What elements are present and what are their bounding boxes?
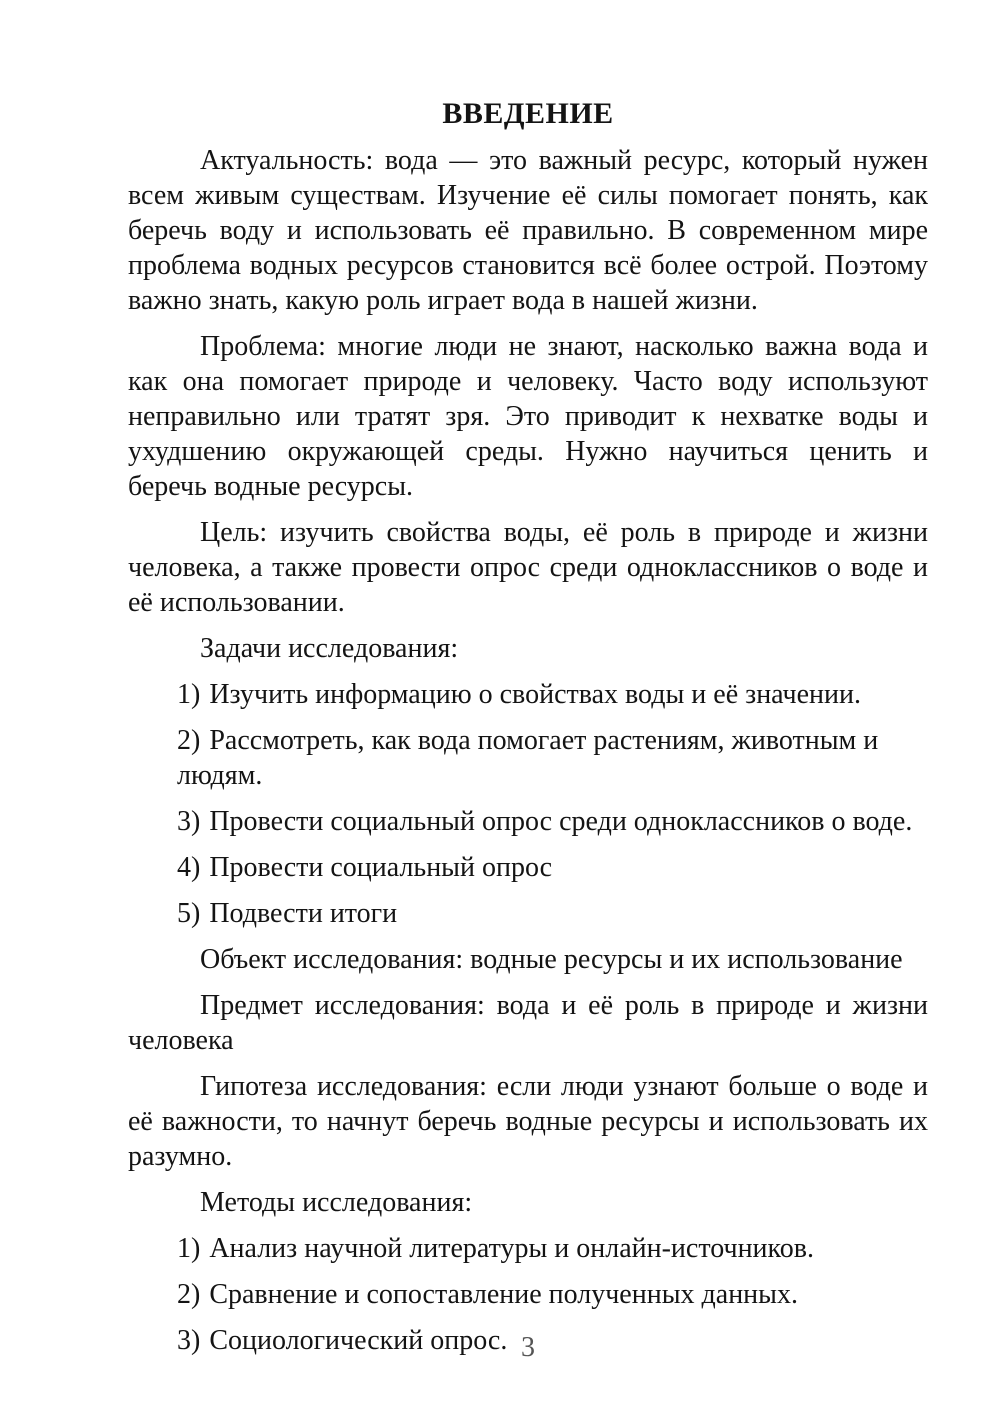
task-item bbox=[177, 677, 928, 712]
task-item-text: Рассмотреть, как вода помогает растениям, животным и людям. bbox=[177, 725, 879, 791]
task-item-text: Подвести итоги bbox=[209, 898, 398, 929]
tasks-heading: Задачи исследования: bbox=[200, 633, 459, 664]
paragraph-relevance: Актуальность: вода — это важный ресурс, который нужен всем живым существам. Изучение её силы помогает понять, как беречь воду и использовать её правильно. В современном мире проблема водных ресурсов становится всё более острой. Поэтому важно знать, какую роль играет вода в нашей жизни. bbox=[128, 145, 928, 316]
task-item-marker: 1) bbox=[177, 679, 201, 710]
task-item-text: Провести социальный опрос bbox=[209, 852, 553, 883]
task-item bbox=[177, 850, 928, 885]
method-item bbox=[177, 1277, 928, 1312]
task-item-marker: 3) bbox=[177, 806, 201, 837]
paragraph-goal: Цель: изучить свойства воды, её роль в природе и жизни человека, а также провести опрос среди одноклассников о воде и её использовании. bbox=[128, 517, 928, 618]
method-item-text: Сравнение и сопоставление полученных данных. bbox=[209, 1279, 798, 1310]
paragraph-subject: Предмет исследования: вода и её роль в природе и жизни человека bbox=[128, 990, 928, 1056]
method-item-marker: 2) bbox=[177, 1279, 201, 1310]
task-item-marker: 4) bbox=[177, 852, 201, 883]
method-item bbox=[177, 1231, 928, 1266]
task-item-text: Провести социальный опрос среди одноклассников о воде. bbox=[209, 806, 913, 837]
method-item-marker: 1) bbox=[177, 1233, 201, 1264]
task-item-marker: 5) bbox=[177, 898, 201, 929]
tasks-list bbox=[128, 677, 928, 931]
paragraph-object: Объект исследования: водные ресурсы и их использование bbox=[200, 944, 903, 975]
task-item bbox=[177, 804, 928, 839]
page-number: 3 bbox=[521, 1332, 535, 1363]
paragraph-problem: Проблема: многие люди не знают, насколько важна вода и как она помогает природе и человеку. Часто воду используют неправильно или тратят зря. Это приводит к нехватке воды и ухудшению окружающей среды. Нужно научиться ценить и беречь водные ресурсы. bbox=[128, 331, 928, 502]
method-item-text: Анализ научной литературы и онлайн-источников. bbox=[209, 1233, 814, 1264]
section-title: ВВЕДЕНИЕ bbox=[442, 97, 614, 130]
method-item-text: Социологический опрос. bbox=[209, 1325, 508, 1356]
task-item-marker: 2) bbox=[177, 725, 201, 756]
methods-heading: Методы исследования: bbox=[200, 1187, 473, 1218]
task-item-text: Изучить информацию о свойствах воды и её значении. bbox=[209, 679, 861, 710]
task-item bbox=[177, 723, 928, 793]
paragraph-hypothesis: Гипотеза исследования: если люди узнают больше о воде и её важности, то начнут беречь водные ресурсы и использовать их разумно. bbox=[128, 1071, 928, 1172]
method-item-marker: 3) bbox=[177, 1325, 201, 1356]
task-item bbox=[177, 896, 928, 931]
